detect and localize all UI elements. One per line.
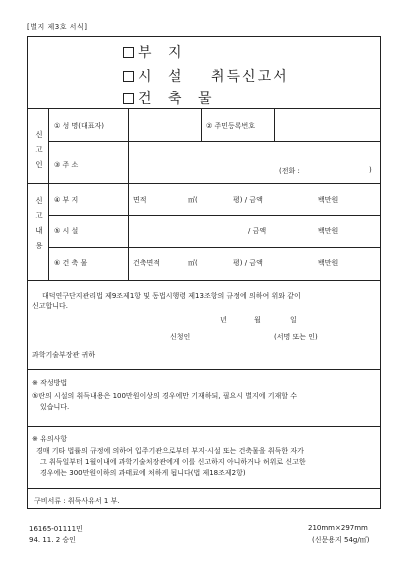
- land-amount: 백만원: [318, 196, 339, 204]
- divider: [48, 215, 380, 216]
- guide-heading: ※ 작성방법: [32, 379, 68, 387]
- land-unit: ㎡(: [188, 196, 198, 204]
- phone-label: (전화 :: [279, 167, 300, 175]
- divider: [28, 426, 380, 427]
- option-land[interactable]: [123, 42, 188, 62]
- divider: [28, 488, 380, 489]
- approval-date: 94. 11. 2 승인: [29, 536, 76, 544]
- day-label: 일: [290, 316, 297, 324]
- divider: [201, 109, 202, 141]
- applicant-group-label: 신 고 인: [35, 130, 43, 169]
- notice-line-2: 그 취득일부터 1월이내에 과학기술처장관에게 이를 신고하지 아니하거나 허위로 신고한: [40, 458, 306, 466]
- option-facility-label: 시 설: [138, 69, 188, 85]
- option-building-label: 건 축 물: [138, 91, 218, 107]
- sign-note: (서명 또는 인): [274, 333, 318, 341]
- land-area-label: 면적: [133, 196, 147, 204]
- checkbox-icon[interactable]: [123, 71, 134, 82]
- land-pyeong: 평) / 금액: [233, 196, 263, 204]
- guide-body: ⑤란의 시설의 취득내용은 100만원이상의 경우에만 기재하되, 필요시 별지에 기재할 수: [32, 392, 298, 400]
- address-label: ③ 주 소: [54, 161, 79, 169]
- form-number-label: [별지 제3호 서식]: [27, 23, 88, 31]
- checkbox-icon[interactable]: [123, 47, 134, 58]
- building-area-label: 건축면적: [133, 259, 161, 267]
- paper-type: (신문용지 54g/㎡): [312, 536, 370, 544]
- form-title: 취득신고서: [211, 69, 289, 85]
- divider: [274, 109, 275, 141]
- paper-size: 210mm×297mm: [308, 524, 368, 532]
- name-label: ① 성 명(대표자): [54, 122, 104, 130]
- declaration-text: 대덕연구단지관리법 제9조제1항 및 동법시행령 제13조항의 규정에 의하여 위와 같이: [42, 292, 301, 300]
- land-label: ④ 부 지: [54, 196, 79, 204]
- declaration-text-end: 신고합니다.: [32, 302, 69, 310]
- building-pyeong: 평) / 금액: [233, 259, 263, 267]
- applicant-sign-label: 신청인: [170, 333, 191, 341]
- facility-label: ⑤ 시 설: [54, 227, 79, 235]
- facility-amount: 백만원: [318, 227, 339, 235]
- phone-close: ): [369, 166, 372, 174]
- notice-line-1: 경매 기타 법률의 규정에 의하여 입주기관으로부터 부지·시설 또는 건축물을 취득한 자가: [36, 447, 304, 455]
- notice-heading: ※ 유의사항: [32, 435, 68, 443]
- title-area: [28, 37, 380, 109]
- option-land-label: 부 지: [138, 45, 188, 61]
- divider: [28, 369, 380, 370]
- option-facility[interactable]: [123, 66, 188, 86]
- year-label: 년: [220, 316, 227, 324]
- guide-body-end: 있습니다.: [40, 403, 70, 411]
- id-number-label: ② 주민등록번호: [206, 122, 256, 130]
- option-building[interactable]: [123, 88, 217, 108]
- facility-pyeong: / 금액: [248, 227, 267, 235]
- notice-line-3: 경우에는 300만원이하의 과태료에 처하게 됩니다(법 제18조제2항): [40, 469, 246, 477]
- month-label: 월: [254, 316, 261, 324]
- divider: [128, 183, 129, 280]
- required-documents: 구비서류 : 취득사유서 1 부.: [34, 497, 120, 505]
- divider: [48, 247, 380, 248]
- building-label: ⑥ 건 축 물: [54, 259, 88, 267]
- divider: [28, 183, 380, 184]
- form-code: 16165-01111민: [29, 525, 83, 533]
- building-unit: ㎡(: [188, 259, 198, 267]
- divider: [48, 141, 380, 142]
- checkbox-icon[interactable]: [123, 93, 134, 104]
- content-group-label: 신 고 내 용: [35, 196, 43, 250]
- divider: [48, 183, 49, 280]
- building-amount: 백만원: [318, 259, 339, 267]
- divider: [28, 280, 380, 281]
- addressee: 과학기술부장관 귀하: [32, 351, 96, 359]
- form-frame: [27, 36, 381, 509]
